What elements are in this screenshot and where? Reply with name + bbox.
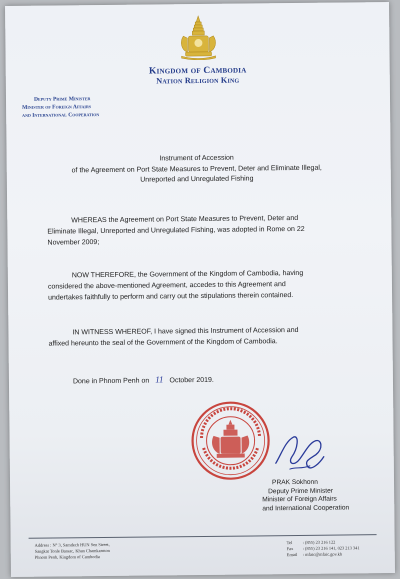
kingdom-name: Kingdom of Cambodia [148, 65, 247, 77]
contact-value: : mfaic@mfaic.gov.kh [302, 551, 343, 557]
paragraph-line: WHEREAS the Agreement on Port State Measures to Prevent, Deter and [71, 214, 299, 225]
in-witness-paragraph [48, 324, 354, 350]
done-suffix: October 2019. [169, 376, 214, 385]
sender-line: Minister of Foreign Affairs [22, 104, 92, 112]
contact-label: Tel [286, 540, 293, 546]
sender-line: and International Cooperation [22, 112, 100, 120]
signatory-block [262, 478, 349, 514]
whereas-paragraph [47, 212, 353, 249]
paragraph-line: NOW THEREFORE, the Government of the Kingdom of Cambodia, having [71, 269, 304, 280]
paragraph-line: affixed hereunto the seal of the Government of the Kingdom of Cambodia. [48, 338, 278, 348]
sender-block [22, 95, 99, 120]
royal-arms-emblem-icon [175, 14, 221, 60]
signatory-name: PRAK Sokhonn [271, 478, 318, 487]
letterhead-title [6, 64, 390, 88]
footer-address [35, 542, 110, 560]
sender-line: Deputy Prime Minister [33, 96, 91, 103]
contact-label: Email [286, 551, 298, 557]
address-line: Sangkat Tonle Bassac, Khan Chamkarmon [34, 547, 110, 554]
now-therefore-paragraph [48, 267, 354, 304]
address-line: Address : N° 3, Samdech HUN Sen Street, [34, 541, 110, 548]
paragraph-line: undertakes faithfully to perform and carry out the stipulations therein contained. [48, 292, 294, 302]
title-line: of the Agreement on Port State Measures to Prevent, Deter and Eliminate Illegal, [71, 164, 322, 174]
signatory-title: and International Cooperation [262, 504, 350, 513]
paragraph-line: Eliminate Illegal, Unreported and Unregulated Fishing, was adopted in Rome on 22 [47, 226, 305, 236]
contact-email [287, 551, 360, 558]
national-motto: Nation Religion King [156, 75, 240, 86]
done-line [73, 374, 214, 385]
document-title [47, 152, 347, 187]
handwritten-day: 11 [155, 374, 164, 385]
title-line: Instrument of Accession [159, 154, 234, 163]
contact-value: : (855) 23 216 141, 023 213 341 [302, 545, 360, 551]
government-seal-icon [189, 399, 272, 482]
footer-divider [29, 534, 377, 539]
contact-value: : (855) 23 216 122 [302, 539, 336, 545]
signatory-title: Minister of Foreign Affairs [262, 495, 337, 504]
signature-icon [271, 423, 332, 484]
document-page [5, 2, 395, 577]
paragraph-line: considered the above-mentioned Agreement, accedes to this Agreement and [47, 281, 286, 291]
contact-label: Fax [286, 545, 294, 551]
title-line: Unreported and Unregulated Fishing [140, 175, 254, 184]
paragraph-line: IN WITNESS WHEREOF, I have signed this Instrument of Accession and [72, 326, 299, 337]
signatory-title: Deputy Prime Minister [268, 487, 334, 496]
footer-contacts [287, 539, 360, 557]
address-line: Phnom Penh, Kingdom of Cambodia [34, 553, 100, 560]
paragraph-line: November 2009; [47, 239, 100, 248]
done-prefix: Done in Phnom Penh on [72, 377, 150, 386]
